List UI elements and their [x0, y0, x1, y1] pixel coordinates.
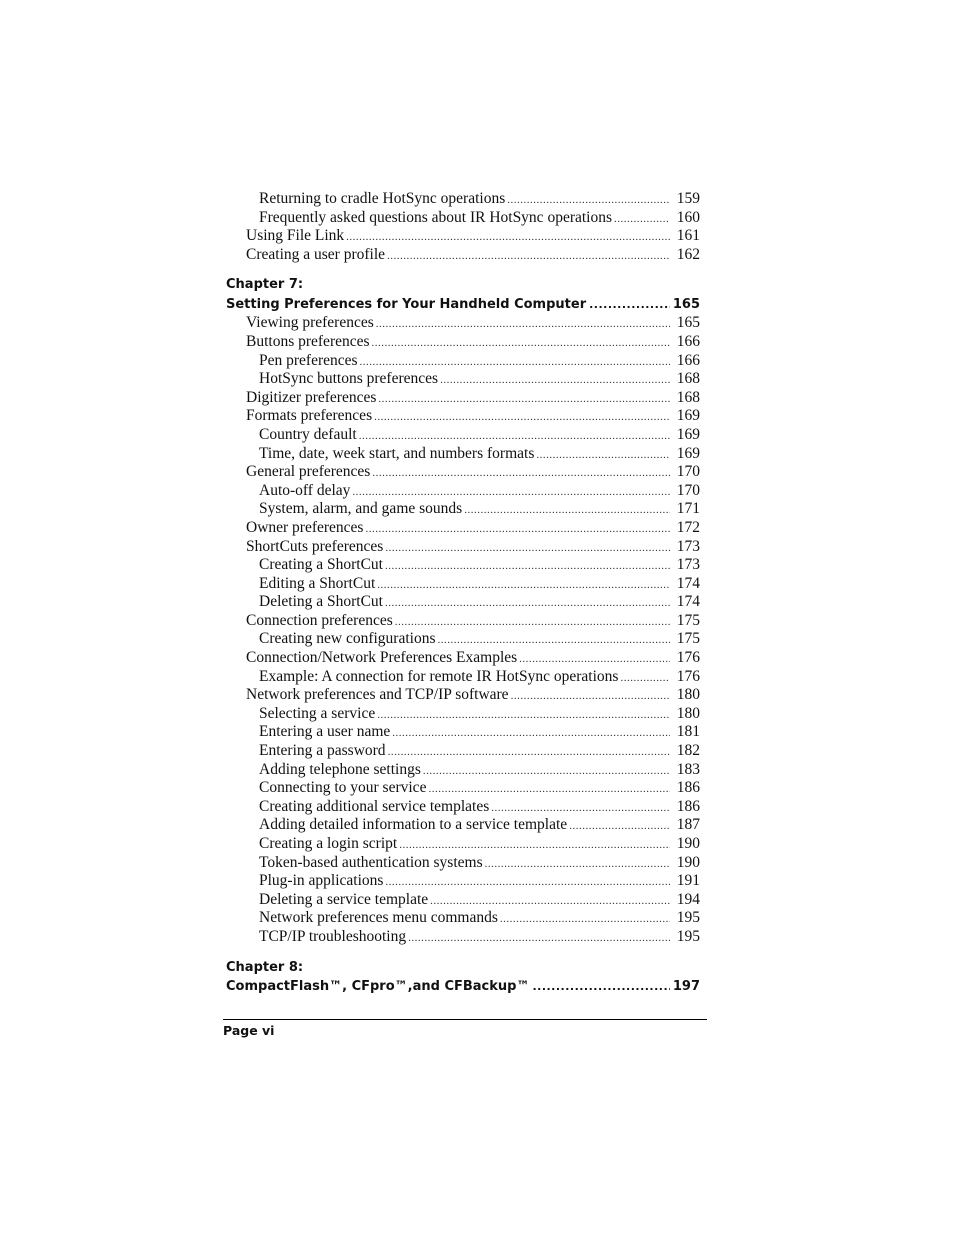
toc-entry-page: 174: [676, 593, 700, 611]
leader-dots: [519, 650, 670, 669]
leader-dots: [359, 427, 670, 446]
toc-entry-title: Creating additional service templates: [259, 797, 490, 815]
toc-entry[interactable]: [226, 246, 700, 265]
toc-entry-page: 181: [676, 723, 700, 741]
toc-entry[interactable]: [226, 909, 700, 928]
toc-entry[interactable]: [226, 463, 700, 482]
toc-entry-title: Plug-in applications: [259, 872, 384, 890]
toc-entry-page: 171: [676, 500, 700, 518]
leader-dots: [399, 836, 670, 855]
leader-dots: [376, 315, 670, 334]
leader-dots: [589, 295, 670, 315]
toc-entry-page: 170: [676, 463, 700, 481]
toc-entry-page: 161: [676, 227, 700, 245]
leader-dots: [385, 557, 670, 576]
chapter-7-title-row: [226, 295, 700, 315]
toc-entry-page: 191: [676, 872, 700, 890]
leader-dots: [408, 929, 670, 948]
spacer: [226, 264, 700, 275]
leader-dots: [372, 464, 670, 483]
toc-entry-page: 186: [676, 797, 700, 815]
toc-entry[interactable]: [226, 668, 700, 687]
toc-entry[interactable]: [226, 426, 700, 445]
chapter-8-title-row: [226, 977, 700, 997]
toc-entry-page: 182: [676, 742, 700, 760]
toc-entry[interactable]: [226, 519, 700, 538]
toc-entry-title: Adding telephone settings: [259, 760, 421, 778]
toc-entry[interactable]: [226, 445, 700, 464]
toc-entry-title: Creating new configurations: [259, 630, 436, 648]
toc-entry[interactable]: [226, 593, 700, 612]
toc-entry-title: System, alarm, and game sounds: [259, 500, 463, 518]
footer-rule: [223, 1019, 707, 1020]
toc-entry-title: Returning to cradle HotSync operations: [259, 190, 506, 207]
chapter-7-page: 165: [672, 296, 700, 312]
toc-ch7-list: [226, 314, 700, 946]
leader-dots: [485, 855, 670, 874]
toc-entry-page: 168: [676, 370, 700, 388]
toc-entry[interactable]: [226, 190, 700, 209]
chapter-8-title: CompactFlash™, CFpro™,and CFBackup™: [226, 979, 530, 995]
chapter-7-label: Chapter 7:: [226, 277, 304, 293]
toc-entry-title: Deleting a ShortCut: [259, 593, 383, 611]
toc-entry-page: 162: [676, 245, 700, 263]
toc-entry-title: Digitizer preferences: [246, 388, 377, 406]
toc-entry-title: Selecting a service: [259, 704, 376, 722]
toc-entry[interactable]: [226, 482, 700, 501]
toc-entry-title: General preferences: [246, 463, 371, 481]
leader-dots: [385, 594, 670, 613]
toc-entry-title: Country default: [259, 425, 357, 443]
toc-entry[interactable]: [226, 686, 700, 705]
leader-dots: [387, 247, 670, 266]
toc-entry[interactable]: [226, 798, 700, 817]
toc-entry-page: 174: [676, 574, 700, 592]
toc-entry-title: Adding detailed information to a service template: [259, 816, 568, 834]
toc-entry-page: 169: [676, 444, 700, 462]
toc-entry-page: 166: [676, 351, 700, 369]
toc-entry[interactable]: [226, 538, 700, 557]
footer-page-label: Page vi: [223, 1023, 275, 1038]
toc-entry-page: 176: [676, 667, 700, 685]
toc-entry[interactable]: [226, 333, 700, 352]
toc-entry-title: Buttons preferences: [246, 332, 370, 350]
toc-entry[interactable]: [226, 723, 700, 742]
chapter-8-page: 197: [672, 979, 700, 995]
toc-entry-title: Example: A connection for remote IR HotSync operations: [259, 667, 619, 685]
toc-entry[interactable]: [226, 854, 700, 873]
toc-entry-title: Entering a password: [259, 742, 386, 760]
toc-entry-page: 194: [676, 890, 700, 908]
chapter-8-heading[interactable]: [226, 958, 700, 997]
toc-entry[interactable]: [226, 835, 700, 854]
leader-dots: [423, 762, 670, 781]
toc-entry-title: Editing a ShortCut: [259, 574, 376, 592]
toc-entry[interactable]: [226, 928, 700, 947]
toc-entry-title: Network preferences and TCP/IP software: [246, 686, 509, 704]
toc-entry[interactable]: [226, 612, 700, 631]
leader-dots: [392, 724, 670, 743]
leader-dots: [569, 817, 670, 836]
toc-entry[interactable]: [226, 891, 700, 910]
toc-entry-page: 183: [676, 760, 700, 778]
toc-entry-title: ShortCuts preferences: [246, 537, 384, 555]
toc-entry-page: 166: [676, 332, 700, 350]
toc-entry[interactable]: [226, 649, 700, 668]
toc-entry-page: 169: [676, 407, 700, 425]
leader-dots: [437, 631, 670, 650]
toc-entry-title: Connection/Network Preferences Examples: [246, 649, 518, 667]
toc-entry-page: 190: [676, 835, 700, 852]
toc-entry-title: Using File Link: [246, 227, 345, 245]
leader-dots: [377, 576, 670, 595]
toc-entry[interactable]: [226, 761, 700, 780]
toc-entry-title: Frequently asked questions about IR HotSync operations: [259, 208, 613, 226]
chapter-7-heading[interactable]: [226, 275, 700, 314]
leader-dots: [507, 191, 670, 210]
leader-dots: [430, 892, 670, 911]
toc-entry[interactable]: [226, 575, 700, 594]
toc-entry-page: 176: [676, 649, 700, 667]
toc-entry-page: 180: [676, 686, 700, 704]
toc-entry-title: HotSync buttons preferences: [259, 370, 439, 388]
leader-dots: [352, 483, 670, 502]
toc-entry-title: Pen preferences: [259, 351, 358, 369]
toc-entry-title: Auto-off delay: [259, 481, 351, 499]
leader-dots: [378, 390, 670, 409]
toc-entry-page: 169: [676, 425, 700, 443]
toc-entry-page: 190: [676, 853, 700, 871]
toc-entry-page: 160: [676, 208, 700, 226]
toc-entry-page: 173: [676, 537, 700, 555]
leader-dots: [385, 873, 670, 892]
leader-dots: [620, 669, 670, 688]
toc-entry-title: Deleting a service template: [259, 890, 429, 908]
toc-entry-page: 187: [676, 816, 700, 834]
toc-entry-page: 172: [676, 518, 700, 536]
leader-dots: [491, 799, 670, 818]
chapter-7-title: Setting Preferences for Your Handheld Computer: [226, 296, 587, 312]
table-of-contents: [226, 190, 700, 997]
toc-entry-title: Creating a user profile: [246, 245, 386, 263]
toc-entry-title: Creating a login script: [259, 835, 398, 852]
toc-entry[interactable]: [226, 314, 700, 333]
toc-entry[interactable]: [226, 705, 700, 724]
toc-entry-title: TCP/IP troubleshooting: [259, 927, 407, 945]
leader-dots: [532, 977, 669, 997]
toc-entry-title: Connection preferences: [246, 611, 393, 629]
chapter-8-label: Chapter 8:: [226, 959, 304, 975]
leader-dots: [511, 687, 670, 706]
toc-entry-title: Creating a ShortCut: [259, 556, 383, 574]
toc-entry-page: 186: [676, 779, 700, 797]
toc-entry[interactable]: [226, 389, 700, 408]
toc-entry-page: 180: [676, 704, 700, 722]
leader-dots: [346, 228, 670, 247]
toc-top-list: [226, 190, 700, 264]
leader-dots: [464, 501, 670, 520]
toc-entry-page: 168: [676, 388, 700, 406]
leader-dots: [614, 210, 670, 229]
toc-entry-title: Entering a user name: [259, 723, 391, 741]
toc-entry-page: 170: [676, 481, 700, 499]
leader-dots: [388, 743, 670, 762]
leader-dots: [365, 520, 670, 539]
toc-entry[interactable]: [226, 407, 700, 426]
toc-entry[interactable]: [226, 872, 700, 891]
toc-entry-title: Token-based authentication systems: [259, 853, 483, 871]
toc-entry[interactable]: [226, 556, 700, 575]
toc-entry-page: 175: [676, 630, 700, 648]
toc-entry-title: Owner preferences: [246, 518, 364, 536]
toc-entry-title: Viewing preferences: [246, 314, 374, 332]
toc-entry-page: 173: [676, 556, 700, 574]
toc-entry[interactable]: [226, 500, 700, 519]
toc-entry[interactable]: [226, 370, 700, 389]
leader-dots: [428, 780, 670, 799]
leader-dots: [385, 539, 670, 558]
toc-entry-page: 195: [676, 927, 700, 945]
toc-entry-title: Network preferences menu commands: [259, 909, 498, 927]
toc-entry-title: Time, date, week start, and numbers formats: [259, 444, 535, 462]
leader-dots: [440, 371, 670, 390]
toc-entry[interactable]: [226, 779, 700, 798]
toc-entry[interactable]: [226, 209, 700, 228]
toc-entry[interactable]: [226, 227, 700, 246]
leader-dots: [395, 613, 670, 632]
leader-dots: [377, 706, 670, 725]
toc-entry-page: 159: [676, 190, 700, 207]
toc-entry[interactable]: [226, 742, 700, 761]
leader-dots: [372, 334, 670, 353]
toc-entry-page: 165: [676, 314, 700, 332]
toc-entry[interactable]: [226, 630, 700, 649]
toc-entry-page: 195: [676, 909, 700, 927]
toc-entry-page: 175: [676, 611, 700, 629]
leader-dots: [536, 446, 670, 465]
leader-dots: [360, 353, 670, 372]
leader-dots: [374, 408, 670, 427]
leader-dots: [500, 910, 670, 929]
toc-entry-title: Connecting to your service: [259, 779, 427, 797]
spacer: [226, 947, 700, 958]
toc-entry-title: Formats preferences: [246, 407, 373, 425]
toc-entry[interactable]: [226, 816, 700, 835]
toc-entry[interactable]: [226, 352, 700, 371]
